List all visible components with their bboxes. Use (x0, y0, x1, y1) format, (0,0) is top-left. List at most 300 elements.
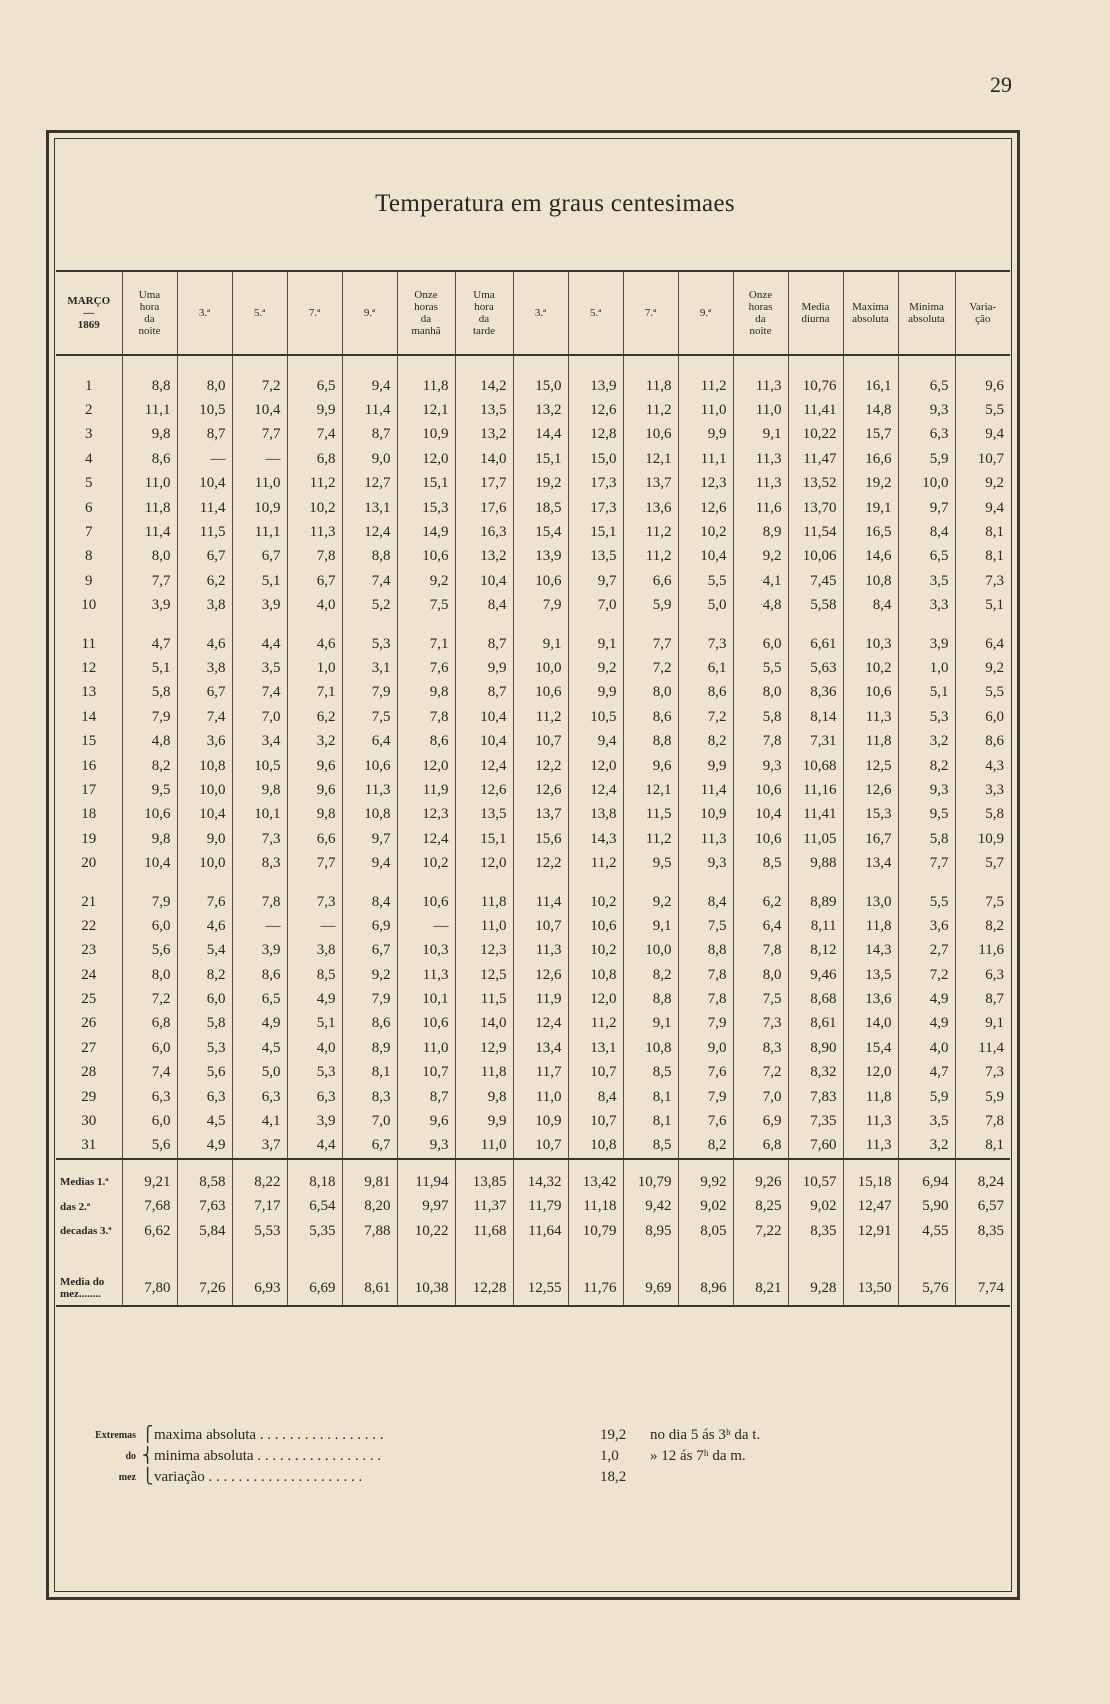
value-cell: 10,9 (513, 1109, 568, 1133)
value-cell: 12,3 (678, 472, 733, 496)
value-cell: 10,6 (733, 827, 788, 851)
value-cell: 9,8 (455, 1085, 513, 1109)
value-cell: 14,0 (455, 1012, 513, 1036)
value-cell: 8,1 (342, 1061, 397, 1085)
value-cell: 9,2 (733, 545, 788, 569)
decada-value: 7,88 (342, 1219, 397, 1243)
value-cell: 13,4 (843, 851, 898, 875)
value-cell: 11,0 (232, 472, 287, 496)
value-cell: 11,2 (568, 1012, 623, 1036)
value-cell: 12,6 (568, 398, 623, 422)
value-cell: 6,4 (342, 729, 397, 753)
value-cell: 5,5 (678, 569, 733, 593)
value-cell: 10,8 (843, 569, 898, 593)
value-cell: 14,3 (568, 827, 623, 851)
extrema-name: variação . . . . . . . . . . . . . . . . . . . . . (154, 1469, 363, 1485)
value-cell: 9,4 (342, 374, 397, 398)
value-cell: 6,7 (232, 545, 287, 569)
value-cell: 7,6 (177, 890, 232, 914)
value-cell: 11,3 (397, 963, 455, 987)
value-cell: 12,6 (843, 778, 898, 802)
value-cell: 7,9 (122, 890, 177, 914)
value-cell: 7,2 (122, 987, 177, 1011)
value-cell: 4,6 (177, 632, 232, 656)
value-cell: 9,2 (397, 569, 455, 593)
value-cell: 10,0 (177, 778, 232, 802)
value-cell: 7,8 (397, 705, 455, 729)
value-cell: 12,0 (568, 754, 623, 778)
value-cell: 8,4 (843, 594, 898, 618)
spacer-row (56, 1159, 1010, 1170)
value-cell: 13,5 (455, 398, 513, 422)
value-cell: 10,6 (513, 681, 568, 705)
value-cell: 12,4 (397, 827, 455, 851)
header-month: MARÇO — 1869 (56, 271, 122, 355)
value-cell: 8,7 (985, 991, 1004, 1008)
decada-value: 11,18 (568, 1195, 623, 1219)
value-cell: 11,3 (733, 374, 788, 398)
value-cell: 4,1 (733, 569, 788, 593)
value-cell: 10,06 (788, 545, 843, 569)
value-cell: 4,7 (898, 1061, 955, 1085)
value-cell: 11,9 (397, 778, 455, 802)
value-cell: 13,5 (568, 545, 623, 569)
value-cell: 8,0 (177, 374, 232, 398)
decada-value: 8,95 (623, 1219, 678, 1243)
table-row (56, 472, 1010, 496)
temperature-table (56, 270, 1010, 1307)
day-cell: 21 (56, 890, 122, 914)
extrema-row (142, 1425, 1054, 1446)
value-cell: 11,3 (733, 472, 788, 496)
value-cell: 8,4 (898, 520, 955, 544)
value-cell: 8,5 (733, 851, 788, 875)
decada-value: 14,32 (513, 1170, 568, 1194)
value-cell: 11,1 (678, 447, 733, 471)
value-cell: 11,4 (342, 398, 397, 422)
value-cell: 3,9 (232, 939, 287, 963)
value-cell: 9,2 (568, 656, 623, 680)
value-cell: 5,8 (733, 705, 788, 729)
day-cell: 11 (56, 632, 122, 656)
value-cell: 11,0 (397, 1036, 455, 1060)
value-cell: 8,14 (788, 705, 843, 729)
value-cell: 12,0 (455, 851, 513, 875)
value-cell: 11,0 (122, 472, 177, 496)
value-cell: 9,9 (287, 398, 342, 422)
value-cell: 10,7 (513, 729, 568, 753)
value-cell: 3,8 (287, 939, 342, 963)
value-cell: 9,3 (898, 398, 955, 422)
media-mez-value: 7,80 (122, 1271, 177, 1306)
value-cell: 9,1 (513, 632, 568, 656)
value-cell: 9,5 (898, 803, 955, 827)
header-col-10: 9.ª (678, 271, 733, 355)
value-cell: 15,0 (513, 374, 568, 398)
value-cell: 7,60 (788, 1134, 843, 1159)
value-cell: 7,9 (342, 987, 397, 1011)
day-cell: 8 (56, 545, 122, 569)
value-cell: 9,6 (287, 754, 342, 778)
value-cell: 8,2 (623, 963, 678, 987)
value-cell: 15,1 (513, 447, 568, 471)
value-cell: 16,5 (843, 520, 898, 544)
day-cell: 19 (56, 827, 122, 851)
value-cell: 7,9 (678, 1085, 733, 1109)
value-cell: 10,4 (455, 569, 513, 593)
value-cell: 8,8 (122, 374, 177, 398)
value-cell: 3,2 (898, 729, 955, 753)
table-row (56, 851, 1010, 875)
value-cell: 11,5 (455, 987, 513, 1011)
value-cell: 9,5 (623, 851, 678, 875)
day-cell: 5 (56, 472, 122, 496)
decada-label (56, 1219, 122, 1243)
value-cell: 6,6 (623, 569, 678, 593)
table-row (56, 729, 1010, 753)
value-cell: 16,1 (843, 374, 898, 398)
value-cell: 7,83 (788, 1085, 843, 1109)
day-cell: 4 (56, 447, 122, 471)
value-cell: 9,0 (678, 1036, 733, 1060)
decada-value: 9,21 (122, 1170, 177, 1194)
value-cell: — (177, 447, 232, 471)
value-cell: 19,2 (513, 472, 568, 496)
value-cell: 10,76 (788, 374, 843, 398)
value-cell: 6,61 (788, 632, 843, 656)
value-cell: 6,5 (898, 545, 955, 569)
value-cell: 7,0 (568, 594, 623, 618)
value-cell: 10,6 (568, 914, 623, 938)
value-cell: 7,7 (898, 851, 955, 875)
value-cell: 8,2 (898, 754, 955, 778)
value-cell: 11,8 (397, 374, 455, 398)
decada-number: 2.ª (78, 1200, 91, 1213)
value-cell: 9,1 (623, 914, 678, 938)
decada-label (56, 1170, 122, 1194)
value-cell: 12,0 (843, 1061, 898, 1085)
media-mez-value: 12,28 (455, 1271, 513, 1306)
value-cell: 5,3 (177, 1036, 232, 1060)
value-cell: 5,9 (898, 447, 955, 471)
value-cell: 11,2 (623, 398, 678, 422)
table-row (56, 374, 1010, 398)
value-cell: 6,7 (342, 1134, 397, 1159)
value-cell: 6,7 (287, 569, 342, 593)
value-cell: 3,8 (177, 594, 232, 618)
day-cell: 3 (56, 423, 122, 447)
day-cell: 9 (56, 569, 122, 593)
table-row (56, 1036, 1010, 1060)
decada-value: 7,63 (177, 1195, 232, 1219)
value-cell: 7,3 (733, 1012, 788, 1036)
value-cell: 3,7 (232, 1134, 287, 1159)
value-cell: 11,0 (513, 1085, 568, 1109)
value-cell: 10,7 (513, 914, 568, 938)
value-cell: 10,7 (397, 1061, 455, 1085)
value-cell: 11,1 (232, 520, 287, 544)
day-cell: 18 (56, 803, 122, 827)
value-cell: 6,4 (733, 914, 788, 938)
value-cell: 7,6 (678, 1109, 733, 1133)
value-cell: 7,9 (342, 681, 397, 705)
value-cell: 3,6 (177, 729, 232, 753)
value-cell: 10,4 (177, 803, 232, 827)
value-cell: — (232, 914, 287, 938)
decada-value: 8,58 (177, 1170, 232, 1194)
value-cell: 9,7 (898, 496, 955, 520)
media-mez-value: 9,69 (623, 1271, 678, 1306)
value-cell: 12,2 (513, 851, 568, 875)
value-cell: 7,2 (678, 705, 733, 729)
value-cell: 11,8 (623, 374, 678, 398)
value-cell: 3,6 (898, 914, 955, 938)
table-row (56, 681, 1010, 705)
value-cell: 4,0 (898, 1036, 955, 1060)
decada-value: 5,90 (898, 1195, 955, 1219)
value-cell: 8,5 (287, 963, 342, 987)
value-cell: 12,0 (568, 987, 623, 1011)
value-cell: 5,6 (177, 1061, 232, 1085)
value-cell: 16,3 (455, 520, 513, 544)
value-cell: 6,2 (733, 890, 788, 914)
value-cell: 10,22 (788, 423, 843, 447)
value-cell: 4,3 (985, 757, 1004, 774)
value-cell: 11,7 (513, 1061, 568, 1085)
value-cell: 6,3 (177, 1085, 232, 1109)
value-cell: 13,7 (513, 803, 568, 827)
decada-value: 7,22 (733, 1219, 788, 1243)
value-cell: 6,4 (985, 635, 1004, 652)
value-cell: 13,9 (568, 374, 623, 398)
value-cell: 9,6 (985, 377, 1004, 394)
value-cell: 13,2 (455, 545, 513, 569)
spacer-row (56, 618, 1010, 632)
value-cell: 13,1 (342, 496, 397, 520)
table-row (56, 803, 1010, 827)
value-cell: 12,1 (623, 778, 678, 802)
table-row (56, 594, 1010, 618)
value-cell: 8,3 (232, 851, 287, 875)
value-cell: 7,45 (788, 569, 843, 593)
extrema-value: 1,0 (600, 1448, 619, 1464)
value-cell: 7,3 (985, 572, 1004, 589)
value-cell: 15,1 (455, 827, 513, 851)
value-cell: 10,8 (568, 1134, 623, 1159)
value-cell: 7,6 (678, 1061, 733, 1085)
value-cell: 7,8 (733, 729, 788, 753)
value-cell: 10,6 (843, 681, 898, 705)
header-col-5: Onze horas da manhã (397, 271, 455, 355)
value-cell: 3,2 (898, 1134, 955, 1159)
value-cell: 8,89 (788, 890, 843, 914)
value-cell: 6,7 (342, 939, 397, 963)
page-number: 29 (990, 72, 1012, 97)
value-cell: 8,4 (568, 1085, 623, 1109)
value-cell: 3,4 (232, 729, 287, 753)
decada-value: 4,55 (898, 1219, 955, 1243)
value-cell: 8,32 (788, 1061, 843, 1085)
value-cell: 8,1 (985, 548, 1004, 565)
value-cell: 11,8 (843, 729, 898, 753)
decada-value: 12,47 (843, 1195, 898, 1219)
value-cell: 10,6 (733, 778, 788, 802)
table-row (56, 827, 1010, 851)
value-cell: 3,9 (122, 594, 177, 618)
day-cell: 30 (56, 1109, 122, 1133)
decada-value: 15,18 (843, 1170, 898, 1194)
value-cell: 6,1 (678, 656, 733, 680)
header-col-13: Maxima absoluta (843, 271, 898, 355)
media-mez-value: 8,96 (678, 1271, 733, 1306)
media-mez-label: Media do mez........ (56, 1271, 122, 1306)
media-mez-value: 6,93 (232, 1271, 287, 1306)
value-cell: 11,3 (843, 1134, 898, 1159)
value-cell: 9,9 (455, 1109, 513, 1133)
decada-value: 10,79 (568, 1219, 623, 1243)
value-cell: 6,0 (122, 914, 177, 938)
value-cell: 8,6 (122, 447, 177, 471)
value-cell: 7,2 (232, 374, 287, 398)
day-cell: 13 (56, 681, 122, 705)
table-row (56, 1012, 1010, 1036)
header-col-12: Media diurna (788, 271, 843, 355)
value-cell: 14,2 (455, 374, 513, 398)
value-cell: 8,2 (177, 963, 232, 987)
value-cell: 11,5 (177, 520, 232, 544)
value-cell: 8,2 (678, 729, 733, 753)
decada-value: 8,25 (733, 1195, 788, 1219)
value-cell: 5,5 (985, 684, 1004, 701)
value-cell: 8,11 (788, 914, 843, 938)
value-cell: 10,6 (513, 569, 568, 593)
decada-value: 13,42 (568, 1170, 623, 1194)
value-cell: 5,63 (788, 656, 843, 680)
day-cell: 27 (56, 1036, 122, 1060)
header-col-8: 5.ª (568, 271, 623, 355)
value-cell: 17,3 (568, 496, 623, 520)
value-cell: 11,05 (788, 827, 843, 851)
value-cell: 8,4 (678, 890, 733, 914)
table-row (56, 1061, 1010, 1085)
decada-value: 8,22 (232, 1170, 287, 1194)
value-cell: 4,5 (232, 1036, 287, 1060)
day-cell: 23 (56, 939, 122, 963)
value-cell: 17,3 (568, 472, 623, 496)
extrema-name: minima absoluta . . . . . . . . . . . . . . . . . (154, 1448, 382, 1464)
value-cell: 6,9 (342, 914, 397, 938)
decada-value: 9,92 (678, 1170, 733, 1194)
value-cell: 7,8 (287, 545, 342, 569)
extrema-note: no dia 5 ás 3ʰ da t. (650, 1427, 761, 1443)
value-cell: 7,4 (177, 705, 232, 729)
value-cell: 8,2 (985, 917, 1004, 934)
table-row (56, 1109, 1010, 1133)
value-cell: 10,5 (232, 754, 287, 778)
decada-value: 6,94 (898, 1170, 955, 1194)
value-cell: 9,6 (287, 778, 342, 802)
value-cell: 7,6 (397, 656, 455, 680)
day-cell: 12 (56, 656, 122, 680)
value-cell: 4,9 (232, 1012, 287, 1036)
value-cell: 7,2 (733, 1061, 788, 1085)
value-cell: 13,6 (623, 496, 678, 520)
value-cell: 10,6 (122, 803, 177, 827)
value-cell: 11,4 (122, 520, 177, 544)
value-cell: 10,4 (177, 472, 232, 496)
media-mez-value: 6,69 (287, 1271, 342, 1306)
value-cell: 10,0 (513, 656, 568, 680)
day-cell: 28 (56, 1061, 122, 1085)
value-cell: 11,0 (455, 914, 513, 938)
value-cell: 11,8 (122, 496, 177, 520)
value-cell: 11,2 (623, 545, 678, 569)
value-cell: 5,5 (898, 890, 955, 914)
value-cell: 10,1 (397, 987, 455, 1011)
value-cell: 16,7 (843, 827, 898, 851)
value-cell: 5,0 (232, 1061, 287, 1085)
value-cell: 6,3 (985, 966, 1004, 983)
value-cell: 9,3 (678, 851, 733, 875)
value-cell: 7,7 (287, 851, 342, 875)
value-cell: 6,8 (287, 447, 342, 471)
value-cell: 6,6 (287, 827, 342, 851)
value-cell: 11,2 (287, 472, 342, 496)
value-cell: 10,8 (623, 1036, 678, 1060)
value-cell: 10,6 (397, 1012, 455, 1036)
value-cell: 5,1 (898, 681, 955, 705)
value-cell: 10,9 (678, 803, 733, 827)
value-cell: 13,52 (788, 472, 843, 496)
value-cell: 19,2 (843, 472, 898, 496)
value-cell: 8,61 (788, 1012, 843, 1036)
value-cell: 8,6 (985, 733, 1004, 750)
value-cell: 7,7 (122, 569, 177, 593)
value-cell: 11,6 (978, 942, 1004, 959)
decada-row (56, 1170, 1010, 1194)
decada-row (56, 1195, 1010, 1219)
value-cell: 7,3 (287, 890, 342, 914)
day-cell: 10 (56, 594, 122, 618)
table-row (56, 1134, 1010, 1159)
value-cell: 11,4 (177, 496, 232, 520)
value-cell: 5,1 (985, 597, 1004, 614)
value-cell: 15,0 (568, 447, 623, 471)
value-cell: 5,8 (985, 806, 1004, 823)
value-cell: 10,6 (397, 890, 455, 914)
value-cell: 5,1 (122, 656, 177, 680)
value-cell: 11,2 (623, 520, 678, 544)
value-cell: 7,7 (623, 632, 678, 656)
value-cell: 9,6 (397, 1109, 455, 1133)
value-cell: 15,3 (843, 803, 898, 827)
value-cell: 6,3 (287, 1085, 342, 1109)
value-cell: 12,0 (397, 754, 455, 778)
extrema-note: » 12 ás 7ʰ da m. (650, 1448, 746, 1464)
header-row (56, 271, 1010, 355)
value-cell: 15,1 (568, 520, 623, 544)
value-cell: 11,8 (843, 1085, 898, 1109)
value-cell: 6,9 (733, 1109, 788, 1133)
day-cell: 29 (56, 1085, 122, 1109)
decada-value: 9,97 (397, 1195, 455, 1219)
value-cell: 5,9 (623, 594, 678, 618)
header-col-14: Minima absoluta (898, 271, 955, 355)
value-cell: 8,8 (623, 987, 678, 1011)
value-cell: 11,3 (843, 705, 898, 729)
value-cell: 11,9 (513, 987, 568, 1011)
value-cell: 10,9 (977, 830, 1004, 847)
